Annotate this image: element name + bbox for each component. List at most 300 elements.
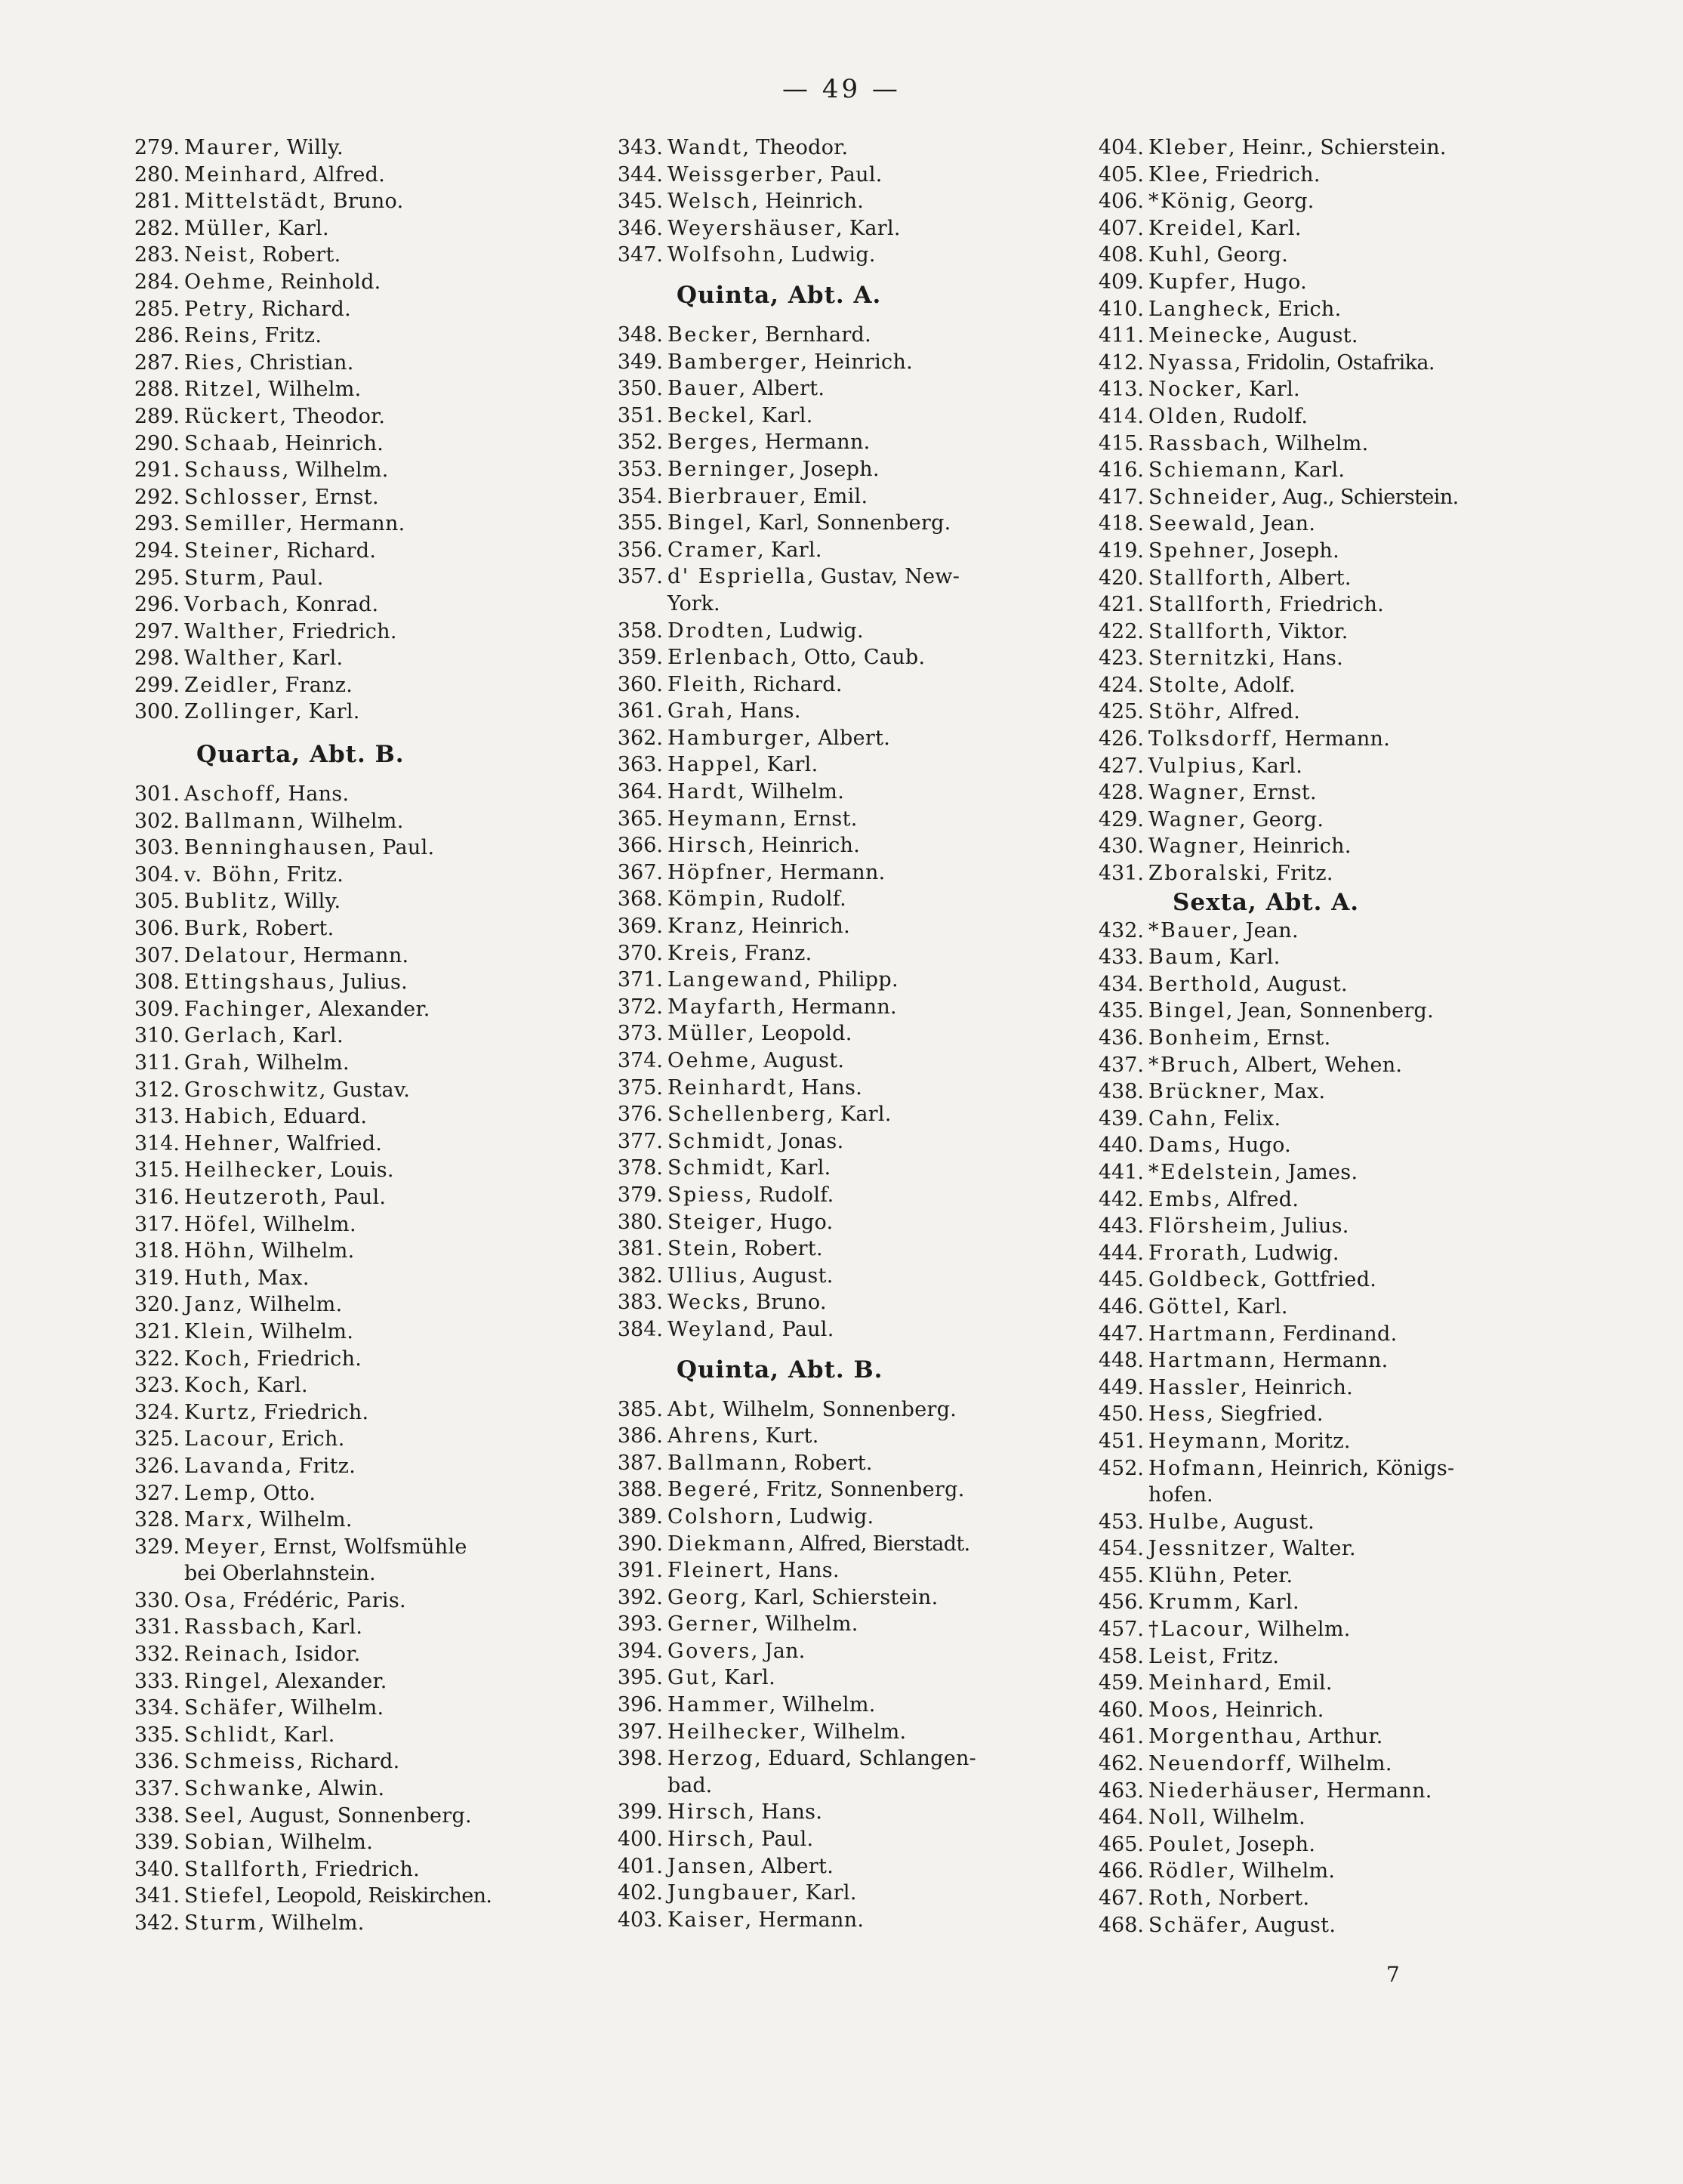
surname: Govers [667, 1639, 751, 1663]
given-name-details: , Joseph. [1225, 1832, 1316, 1856]
entry-number: 427. [1098, 754, 1144, 778]
given-name-details: , August, Sonnenberg. [236, 1803, 472, 1828]
list-item [119, 1291, 492, 1319]
list-item [119, 1372, 492, 1399]
list-item [119, 1319, 492, 1346]
entry-number: 332. [134, 1643, 180, 1667]
given-name-details: , Karl. [1237, 216, 1302, 240]
entry-number: 425. [1098, 700, 1144, 724]
surname: Roth [1148, 1886, 1205, 1910]
list-item [119, 969, 492, 996]
surname: Oehme [184, 270, 267, 294]
surname: *Bauer [1148, 918, 1232, 942]
list-item [1083, 322, 1459, 350]
entry-number: 401. [617, 1854, 663, 1878]
entry-number: 384. [617, 1317, 663, 1341]
entry-number: 356. [617, 538, 663, 562]
surname: Happel [667, 753, 754, 777]
list-item [119, 1184, 492, 1211]
list-item [1083, 944, 1459, 971]
given-name-details: , Wilhelm. [236, 1293, 343, 1317]
surname: Sobian [184, 1831, 267, 1855]
surname: Steiner [184, 538, 273, 563]
list-item [603, 940, 976, 967]
entry-continuation: York. [667, 591, 720, 615]
surname: Flörsheim [1148, 1214, 1270, 1239]
list-item [603, 1826, 976, 1853]
given-name-details: , August. [738, 1263, 834, 1288]
surname: Weissgerber [667, 162, 817, 187]
entry-number: 343. [617, 136, 663, 159]
given-name-details: , Moritz. [1260, 1429, 1351, 1453]
given-name-details: , Jan. [751, 1639, 806, 1663]
entry-number: 283. [134, 243, 180, 267]
entry-number: 436. [1098, 1026, 1144, 1050]
given-name-details: , Georg. [1239, 807, 1324, 831]
entry-number: 294. [134, 538, 180, 563]
list-item [1083, 1535, 1459, 1562]
list-item [603, 1075, 976, 1102]
given-name-details: , Hans. [747, 1800, 823, 1825]
list-item [603, 1664, 976, 1692]
list-item [1083, 403, 1459, 430]
list-item [1083, 1106, 1459, 1133]
entry-number: 431. [1098, 862, 1144, 886]
surname: Müller [667, 1022, 748, 1046]
given-name-details: , Wilhelm. [248, 1239, 355, 1263]
surname: Abt [667, 1397, 710, 1421]
list-item [1083, 645, 1459, 672]
entry-number: 439. [1098, 1106, 1144, 1131]
surname: Mittelstädt [184, 190, 320, 214]
given-name-details: , Otto, Caub. [791, 646, 926, 670]
given-name-details: , Paul. [816, 162, 883, 187]
entry-number: 454. [1098, 1537, 1144, 1561]
entry-number: 326. [134, 1454, 180, 1478]
surname: Hehner [184, 1131, 274, 1155]
list-item [1083, 242, 1459, 269]
entry-number: 353. [617, 457, 663, 481]
entry-number: 312. [134, 1078, 180, 1102]
surname: Poulet [1148, 1832, 1225, 1856]
list-item [119, 1803, 492, 1830]
entry-number: 327. [134, 1481, 180, 1505]
list-item [119, 1238, 492, 1265]
surname: Cahn [1148, 1106, 1210, 1131]
given-name-details: , Wilhelm. [1285, 1752, 1392, 1776]
list-item [119, 915, 492, 942]
given-name-details: , Eduard. [270, 1105, 368, 1129]
entry-number: 455. [1098, 1563, 1144, 1587]
surname: Stallforth [1148, 619, 1266, 643]
surname: Schäfer [184, 1696, 278, 1720]
given-name-details: , Gustav, New- [807, 565, 960, 589]
surname: Rückert [184, 404, 280, 428]
given-name-details: , Alfred. [1215, 700, 1301, 724]
given-name-details: , Heinrich. [1239, 834, 1352, 859]
entry-number: 428. [1098, 781, 1144, 805]
surname: Drodten [667, 618, 766, 643]
surname: Heymann [1148, 1429, 1261, 1453]
surname: Gut [667, 1666, 711, 1690]
surname: Stallforth [1148, 593, 1266, 617]
surname: Bauer [667, 377, 739, 401]
entry-number: 388. [617, 1478, 663, 1502]
entry-number: 314. [134, 1131, 180, 1155]
given-name-details: , Theodor. [742, 136, 849, 159]
given-name-details: , Hermann. [1271, 727, 1391, 751]
entry-number: 420. [1098, 566, 1144, 590]
surname: Klee [1148, 162, 1202, 187]
surname: Neist [184, 243, 249, 267]
list-item [603, 375, 976, 403]
entry-number: 462. [1098, 1752, 1144, 1776]
entry-number: 310. [134, 1024, 180, 1048]
given-name-details: , Friedrich. [278, 619, 397, 643]
surname: Embs [1148, 1187, 1214, 1211]
surname: Stiefel [184, 1884, 265, 1908]
list-item [1083, 215, 1459, 242]
list-item [603, 698, 976, 725]
list-item [603, 483, 976, 511]
surname: Gerner [667, 1612, 752, 1636]
given-name-details: , Wilhelm. [800, 1720, 907, 1744]
list-item [119, 1453, 492, 1480]
surname: Rödler [1148, 1859, 1229, 1883]
list-item [119, 1023, 492, 1050]
given-name-details: , Paul. [320, 1185, 387, 1209]
given-name-details: , Fritz. [1208, 1644, 1280, 1668]
surname: Ballmann [667, 1451, 781, 1475]
given-name-details: , Erich. [267, 1427, 345, 1451]
entry-number: 377. [617, 1129, 663, 1153]
surname: Höfel [184, 1212, 250, 1236]
surname: Ahrens [667, 1424, 753, 1448]
list-item [119, 645, 492, 672]
surname: Wandt [667, 136, 743, 159]
given-name-details: , Friedrich. [243, 1346, 362, 1371]
given-name-details: , Hans. [1268, 646, 1344, 671]
list-item [119, 834, 492, 862]
surname: Grah [184, 1051, 243, 1075]
given-name-details: , Friedrich. [1265, 593, 1385, 617]
list-item [1083, 296, 1459, 323]
entry-continuation: bad. [667, 1773, 713, 1797]
entry-number: 306. [134, 917, 180, 941]
entry-number: 463. [1098, 1778, 1144, 1803]
given-name-details: , Alwin. [304, 1777, 385, 1801]
given-name-details: , Friedrich. [1201, 162, 1321, 187]
entry-number: 288. [134, 378, 180, 402]
entry-number: 336. [134, 1750, 180, 1774]
list-item [1083, 1025, 1459, 1052]
given-name-details: , Karl. [827, 1103, 892, 1127]
given-name-details: , Theodor. [279, 404, 386, 428]
surname: Nyassa [1148, 350, 1235, 375]
given-name-details: , Hermann. [1268, 1349, 1389, 1373]
list-item [1083, 971, 1459, 998]
surname: Heilhecker [667, 1720, 800, 1744]
list-item [603, 215, 976, 242]
list-item [119, 1103, 492, 1131]
entry-number: 284. [134, 270, 180, 294]
surname: Stöhr [1148, 700, 1216, 724]
entry-number: 407. [1098, 216, 1144, 240]
given-name-details: , Heinrich. [271, 431, 384, 455]
surname: Schmeiss [184, 1750, 297, 1774]
entry-number: 296. [134, 593, 180, 617]
surname: Bingel [667, 511, 745, 535]
surname: Kuhl [1148, 243, 1204, 267]
entry-number: 408. [1098, 243, 1144, 267]
surname: Schauss [184, 458, 282, 483]
surname: Hardt [667, 780, 738, 804]
surname: Marx [184, 1508, 246, 1532]
list-item [1083, 1374, 1459, 1402]
entry-number: 291. [134, 458, 180, 483]
entry-number: 374. [617, 1049, 663, 1072]
entry-number: 325. [134, 1427, 180, 1451]
surname: Fleith [667, 672, 740, 696]
entry-number: 289. [134, 404, 180, 428]
given-name-details: , Karl. [264, 216, 329, 240]
list-item [119, 350, 492, 377]
surname: Ringel [184, 1669, 263, 1693]
list-item [119, 1614, 492, 1641]
surname: Leist [1148, 1644, 1209, 1668]
surname: Fachinger [184, 997, 306, 1021]
surname: Schlidt [184, 1723, 270, 1747]
given-name-details: , Christian. [236, 350, 354, 375]
entry-number: 329. [134, 1535, 180, 1559]
surname: Rassbach [1148, 431, 1262, 455]
entry-number: 414. [1098, 404, 1144, 428]
given-name-details: , Louis. [316, 1158, 394, 1183]
given-name-details: , August. [750, 1049, 845, 1072]
surname: Koch [184, 1346, 244, 1371]
surname: Petry [184, 297, 248, 321]
list-item [603, 1209, 976, 1236]
list-item [119, 457, 492, 484]
given-name-details: , Karl. [1215, 945, 1281, 970]
list-item [119, 1775, 492, 1803]
list-item [603, 1020, 976, 1047]
list-item [603, 1101, 976, 1128]
entry-number: 386. [617, 1424, 663, 1448]
given-name-details: , Hermann. [744, 1908, 865, 1932]
list-item [1083, 1266, 1459, 1294]
entry-number: 396. [617, 1693, 663, 1717]
entry-number: 457. [1098, 1618, 1144, 1642]
surname: Bonheim [1148, 1026, 1253, 1050]
entry-number: 393. [617, 1612, 663, 1636]
list-item [1083, 1723, 1459, 1751]
entry-number: 447. [1098, 1322, 1144, 1346]
entry-number: 380. [617, 1210, 663, 1234]
given-name-details: , Heinrich. [1241, 1375, 1354, 1399]
given-name-details: , Karl. [278, 646, 344, 671]
list-item [1083, 1321, 1459, 1348]
given-name-details: , Hermann. [289, 943, 409, 967]
entry-number: 361. [617, 699, 663, 723]
given-name-details: , Hans. [274, 782, 350, 807]
list-item [119, 1856, 492, 1883]
entry-number: 449. [1098, 1375, 1144, 1399]
given-name-details: , Wilhelm, Sonnenberg. [709, 1397, 957, 1421]
given-name-details: , Friedrich. [250, 1400, 369, 1424]
entry-number: 367. [617, 860, 663, 884]
list-item [1083, 1159, 1459, 1186]
entry-number: 287. [134, 350, 180, 375]
list-item [603, 1719, 976, 1746]
surname: Schäfer [1148, 1913, 1242, 1937]
list-item [119, 1534, 492, 1561]
entry-number: 364. [617, 780, 663, 804]
given-name-details: , Richard. [739, 672, 843, 696]
list-item [603, 967, 976, 994]
entry-continuation: hofen. [1148, 1483, 1213, 1507]
given-name-details: , Walfried. [273, 1131, 383, 1155]
surname: Heilhecker [184, 1158, 317, 1183]
given-name-details: , Robert. [780, 1451, 873, 1475]
entry-number: 430. [1098, 834, 1144, 859]
list-item [1083, 1616, 1459, 1643]
given-name-details: , Paul. [768, 1317, 834, 1341]
entry-number: 317. [134, 1212, 180, 1236]
list-item [119, 1050, 492, 1077]
list-item [603, 510, 976, 537]
section-heading: Sexta, Abt. A. [1173, 888, 1360, 916]
surname: Schlosser [184, 485, 301, 509]
given-name-details: , Ludwig. [765, 618, 864, 643]
list-item [119, 1480, 492, 1507]
column-1 [119, 134, 492, 1937]
list-item [603, 456, 976, 483]
given-name-details: , Gustav. [319, 1078, 411, 1102]
list-item [119, 430, 492, 458]
given-name-details: , Ludwig. [1241, 1241, 1339, 1265]
surname: Schmidt [667, 1156, 766, 1180]
list-item [1083, 1294, 1459, 1321]
given-name-details: , Walter. [1268, 1537, 1356, 1561]
given-name-details: , Emil. [799, 484, 868, 508]
surname: Schwanke [184, 1777, 305, 1801]
surname: Meinhard [184, 162, 301, 187]
surname: Reinhardt [667, 1075, 788, 1100]
given-name-details: , Otto. [249, 1481, 316, 1505]
surname: Sturm [184, 1911, 258, 1935]
list-item [1083, 1132, 1459, 1159]
given-name-details: , Norbert. [1204, 1886, 1310, 1910]
surname: Schaab [184, 431, 272, 455]
surname: Goldbeck [1148, 1268, 1261, 1292]
given-name-details: , August. [1253, 972, 1348, 996]
entry-number: 311. [134, 1051, 180, 1075]
entry-number: 363. [617, 753, 663, 777]
given-name-details: , Richard. [248, 297, 351, 321]
list-item [1083, 591, 1459, 618]
surname: Habich [184, 1105, 270, 1129]
list-item [603, 1155, 976, 1182]
entry-number: 371. [617, 968, 663, 992]
surname: Zboralski [1148, 862, 1263, 886]
signature-mark: 7 [1386, 1962, 1400, 1987]
surname: Tolksdorff [1148, 727, 1271, 751]
given-name-details: , Reinhold. [267, 270, 381, 294]
list-item [119, 376, 492, 403]
entry-number: 412. [1098, 350, 1144, 375]
surname: Wagner [1148, 807, 1240, 831]
given-name-details: , Hermann. [778, 995, 897, 1019]
entry-number: 435. [1098, 999, 1144, 1023]
surname: Dams [1148, 1134, 1215, 1158]
entry-number: 444. [1098, 1241, 1144, 1265]
given-name-details: , Jonas. [766, 1129, 844, 1153]
entry-number: 322. [134, 1346, 180, 1371]
page-number: — 49 — [782, 74, 901, 104]
list-item [603, 1531, 976, 1558]
given-name-details: , Robert. [242, 917, 334, 941]
given-name-details: , Emil. [1264, 1671, 1333, 1695]
entry-number: 315. [134, 1158, 180, 1183]
given-name-details: , Fridolin, Ostafrika. [1234, 350, 1435, 375]
surname: Niederhäuser [1148, 1778, 1314, 1803]
list-item [603, 806, 976, 833]
entry-number: 466. [1098, 1859, 1144, 1883]
given-name-details: , Hugo. [1214, 1134, 1292, 1158]
list-item [1083, 1052, 1459, 1079]
given-name-details: , August. [1241, 1913, 1336, 1937]
entry-number: 397. [617, 1720, 663, 1744]
list-item [119, 672, 492, 699]
given-name-details: , Ernst. [1239, 781, 1317, 805]
list-item [603, 779, 976, 806]
entry-number: 385. [617, 1397, 663, 1421]
surname: Hofmann [1148, 1456, 1257, 1480]
list-item [603, 913, 976, 940]
entry-number: 459. [1098, 1671, 1144, 1695]
list-item [1083, 1509, 1459, 1536]
given-name-details: , Hugo. [1230, 270, 1307, 294]
list-item [119, 134, 492, 162]
surname: Aschoff [184, 782, 275, 807]
list-item [119, 1829, 492, 1856]
entry-number: 345. [617, 190, 663, 214]
list-item [603, 1853, 976, 1880]
given-name-details: , Isidor. [281, 1643, 361, 1667]
given-name-details: , Fritz. [1262, 862, 1333, 886]
given-name-details: , Heinrich. [1212, 1698, 1324, 1722]
list-item [1083, 1562, 1459, 1590]
surname: Schneider [1148, 485, 1271, 509]
entry-number: 302. [134, 809, 180, 833]
entry-number: 349. [617, 350, 663, 374]
column-2 [603, 134, 976, 1933]
list-item [603, 349, 976, 376]
entry-number: 450. [1098, 1402, 1144, 1427]
given-name-details: , Philipp. [804, 968, 899, 992]
given-name-details: , Ernst. [301, 485, 379, 509]
surname: Hamburger [667, 726, 805, 750]
entry-number: 400. [617, 1828, 663, 1852]
given-name-details: , Karl. [1235, 1590, 1299, 1615]
list-item [1083, 726, 1459, 753]
entry-number: 395. [617, 1666, 663, 1690]
list-item [1083, 188, 1459, 215]
surname: Beckel [667, 403, 748, 427]
given-name-details: , Ludwig. [777, 243, 876, 267]
entry-number: 391. [617, 1559, 663, 1583]
